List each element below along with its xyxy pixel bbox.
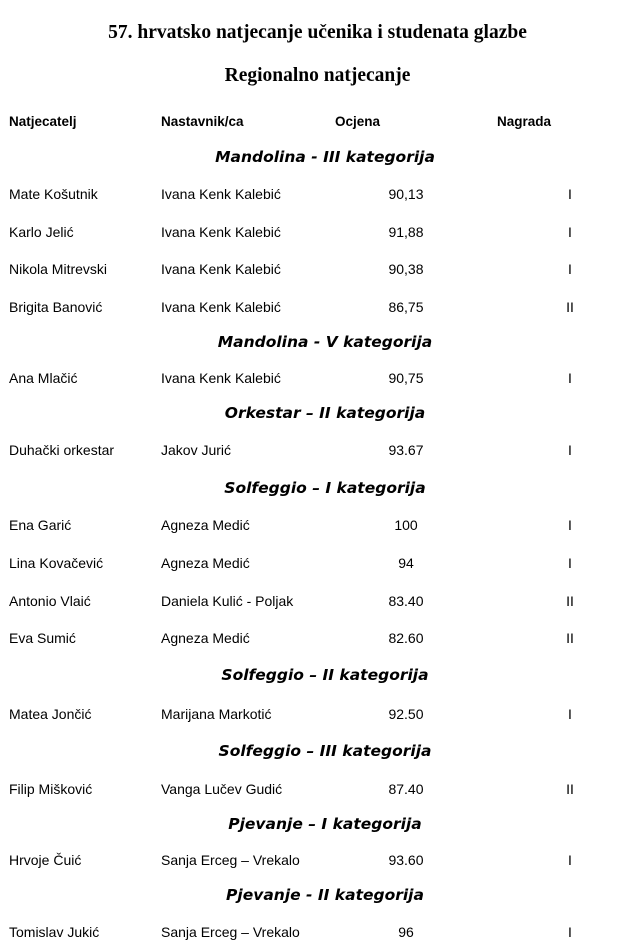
award-value: II: [566, 299, 574, 315]
award-value: I: [568, 852, 572, 868]
column-header-contestant: Natjecatelj: [9, 114, 77, 129]
contestant-name: Ena Garić: [9, 517, 72, 533]
table-row: [0, 517, 635, 537]
category-heading: Solfeggio – II kategorija: [221, 666, 429, 684]
grade-value: 92.50: [388, 706, 424, 722]
grade-value: 83.40: [388, 593, 424, 609]
table-row: [0, 442, 635, 462]
table-row: [0, 261, 635, 281]
column-header-teacher: Nastavnik/ca: [161, 114, 244, 129]
award-value: I: [568, 370, 572, 386]
category-heading: Mandolina - V kategorija: [217, 333, 433, 351]
teacher-name: Sanja Erceg – Vrekalo: [161, 852, 300, 868]
award-value: I: [568, 442, 572, 458]
teacher-name: Agneza Medić: [161, 555, 250, 571]
teacher-name: Ivana Kenk Kalebić: [161, 186, 281, 202]
table-row: [0, 186, 635, 206]
grade-value: 90,13: [388, 186, 424, 202]
award-value: II: [566, 630, 574, 646]
grade-value: 93.60: [388, 852, 424, 868]
award-value: II: [566, 593, 574, 609]
contestant-name: Nikola Mitrevski: [9, 261, 108, 277]
grade-value: 93.67: [388, 442, 424, 458]
contestant-name: Brigita Banović: [9, 299, 103, 315]
teacher-name: Jakov Jurić: [161, 442, 232, 458]
column-header-award: Nagrada: [497, 114, 552, 129]
table-row: [0, 781, 635, 801]
category-heading: Solfeggio – III kategorija: [218, 742, 432, 760]
teacher-name: Ivana Kenk Kalebić: [161, 370, 281, 386]
contestant-name: Filip Mišković: [9, 781, 93, 797]
category-heading: Solfeggio – I kategorija: [224, 479, 426, 497]
award-value: I: [568, 261, 572, 277]
contestant-name: Eva Sumić: [9, 630, 76, 646]
category-heading: Orkestar – II kategorija: [224, 404, 426, 422]
teacher-name: Marijana Markotić: [161, 706, 272, 722]
grade-value: 82.60: [388, 630, 424, 646]
grade-value: 96: [398, 924, 414, 940]
contestant-name: Duhački orkestar: [9, 442, 115, 458]
table-row: [0, 852, 635, 872]
table-row: [0, 706, 635, 726]
award-value: II: [566, 781, 574, 797]
table-row: [0, 924, 635, 944]
contestant-name: Lina Kovačević: [9, 555, 104, 571]
document-title: 57. hrvatsko natjecanje učenika i studenata glazbe: [108, 22, 527, 43]
contestant-name: Antonio Vlaić: [9, 593, 91, 609]
contestant-name: Karlo Jelić: [9, 224, 74, 240]
category-heading: Pjevanje – I kategorija: [228, 815, 422, 833]
column-header-grade: Ocjena: [335, 114, 381, 129]
teacher-name: Daniela Kulić - Poljak: [161, 593, 294, 609]
teacher-name: Agneza Medić: [161, 630, 250, 646]
teacher-name: Vanga Lučev Gudić: [161, 781, 283, 797]
teacher-name: Ivana Kenk Kalebić: [161, 261, 281, 277]
contestant-name: Tomislav Jukić: [9, 924, 100, 940]
award-value: I: [568, 224, 572, 240]
table-row: [0, 299, 635, 319]
award-value: I: [568, 186, 572, 202]
grade-value: 87.40: [388, 781, 424, 797]
contestant-name: Ana Mlačić: [9, 370, 78, 386]
grade-value: 86,75: [388, 299, 424, 315]
teacher-name: Ivana Kenk Kalebić: [161, 224, 281, 240]
award-value: I: [568, 555, 572, 571]
award-value: I: [568, 517, 572, 533]
contestant-name: Matea Jončić: [9, 706, 92, 722]
grade-value: 94: [398, 555, 414, 571]
table-row: [0, 555, 635, 575]
table-row: [0, 370, 635, 390]
table-row: [0, 593, 635, 613]
grade-value: 90,75: [388, 370, 424, 386]
category-heading: Mandolina - III kategorija: [215, 148, 435, 166]
teacher-name: Ivana Kenk Kalebić: [161, 299, 281, 315]
grade-value: 91,88: [388, 224, 424, 240]
document-subtitle: Regionalno natjecanje: [224, 65, 411, 86]
table-row: [0, 630, 635, 650]
contestant-name: Mate Košutnik: [9, 186, 98, 202]
category-heading: Pjevanje - II kategorija: [226, 886, 424, 904]
contestant-name: Hrvoje Čuić: [9, 852, 82, 868]
award-value: I: [568, 706, 572, 722]
teacher-name: Sanja Erceg – Vrekalo: [161, 924, 300, 940]
grade-value: 100: [394, 517, 418, 533]
grade-value: 90,38: [388, 261, 424, 277]
teacher-name: Agneza Medić: [161, 517, 250, 533]
table-row: [0, 224, 635, 244]
award-value: I: [568, 924, 572, 940]
